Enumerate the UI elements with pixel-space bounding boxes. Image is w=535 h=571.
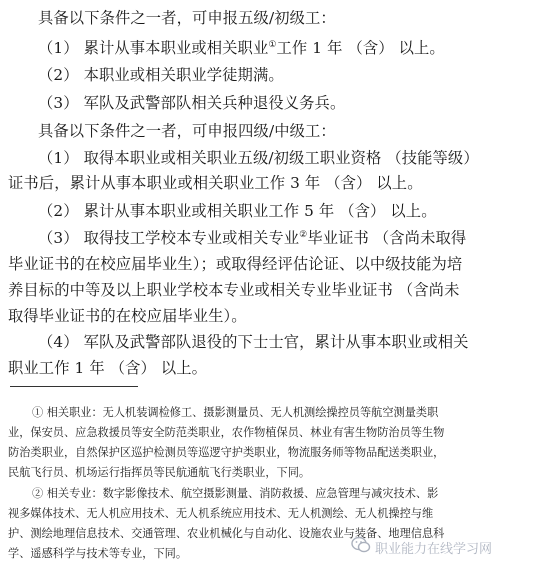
footnote-ref-2: ②: [299, 229, 308, 240]
middle-item-3-line-4: 取得毕业证书的在校应届毕业生）。: [8, 307, 247, 325]
middle-item-3-line-3: 养目标的中等及以上职业学校本专业或相关专业毕业证书 （含尚未: [8, 281, 460, 299]
footnote-2-line-4: 学、遥感科学与技术等专业，下同。: [8, 547, 188, 560]
middle-item-3-line-2: 毕业证书的在校应届毕业生）；或取得经评估论证、以中级技能为培: [8, 255, 463, 273]
footnote-2-line-2: 视多媒体技术、无人机应用技术、无人机系统应用技术、无人机测绘、无人机操控与维: [8, 507, 434, 520]
middle-item-3-text: （3） 取得技工学校本专业或相关专业: [38, 229, 300, 247]
primary-heading: 具备以下条件之一者，可申报五级/初级工：: [38, 9, 336, 27]
middle-item-4-line-2: 职业工作 1 年 （含） 以上。: [8, 359, 208, 377]
primary-item-1-tail: 工作 1 年 （含） 以上。: [276, 39, 445, 57]
primary-item-3: （3） 军队及武警部队相关兵种退役义务兵。: [38, 94, 346, 112]
middle-item-4-line-1: （4） 军队及武警部队退役的下士士官，累计从事本职业或相关: [38, 333, 469, 351]
footnote-2-line-3: 护、测绘地理信息技术、交通管理、农业机械化与自动化、设施农业与装备、地理信息科: [8, 527, 445, 540]
footnote-1-line-3: 防治类职业，自然保护区巡护检测员等巡逻守护类职业，物流服务师等物品配送类职业，: [8, 446, 445, 459]
middle-item-1-line-2: 证书后，累计从事本职业或相关职业工作 3 年 （含） 以上。: [8, 174, 423, 192]
middle-item-2: （2） 累计从事本职业或相关职业工作 5 年 （含） 以上。: [38, 202, 437, 220]
footnote-1-line-1: ① 相关职业：无人机装调检修工、摄影测量员、无人机测绘操控员等航空测量类职: [32, 406, 439, 419]
middle-item-1-line-1: （1） 取得本职业或相关职业五级/初级工职业资格 （技能等级）: [38, 149, 479, 167]
primary-item-1: [38, 38, 445, 58]
watermark-text: 职业能力在线学习网: [375, 542, 493, 557]
wechat-icon: [351, 535, 371, 555]
footnote-1-line-2: 业，保安员、应急救援员等安全防范类职业，农作物植保员、林业有害生物防治员等生物: [8, 426, 445, 439]
middle-item-3-tail: 毕业证书 （含尚未取得: [307, 229, 467, 247]
primary-item-1-text: （1） 累计从事本职业或相关职业: [38, 39, 269, 57]
footnote-separator: [10, 386, 138, 387]
middle-item-3-line-1: [38, 228, 466, 248]
middle-heading: 具备以下条件之一者，可申报四级/中级工：: [38, 122, 336, 140]
primary-item-2: （2） 本职业或相关职业学徒期满。: [38, 66, 284, 84]
footnote-1-line-4: 民航飞行员、机场运行指挥员等民航通航飞行类职业，下同。: [8, 466, 311, 479]
footnote-ref-1: ①: [268, 39, 277, 50]
footnote-2-line-1: ② 相关专业：数字影像技术、航空摄影测量、消防救援、应急管理与减灾技术、影: [32, 487, 439, 500]
